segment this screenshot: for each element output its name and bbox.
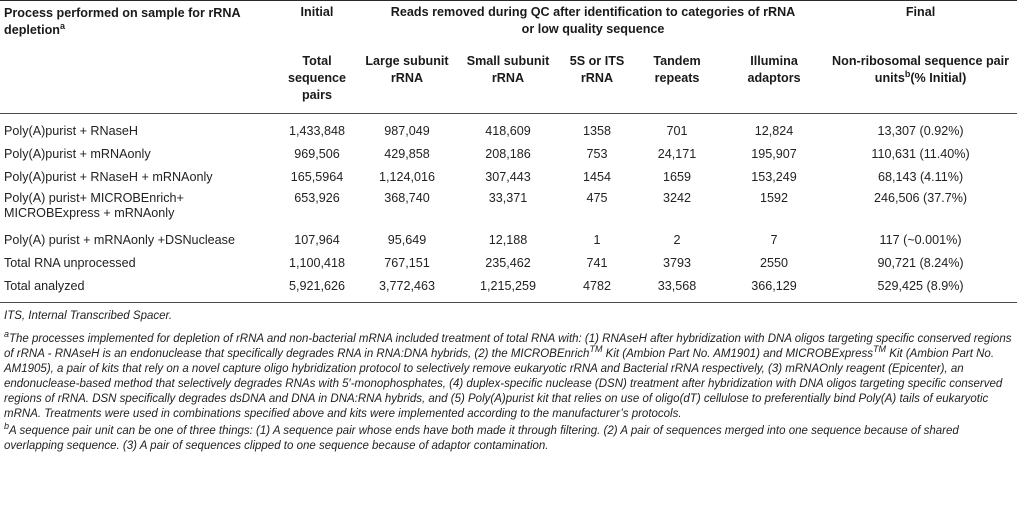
large-subunit-header: Large subunit rRNA	[365, 54, 449, 85]
footnote-a: $^a$The processes implemented for depletion of rRNA and non-bacterial mRNA included treatment of total RNA with: (1) RNAseH after hybridization with DNA oligos targeting specific conserved regions of rRNA - RNAseH is an endonuclease that specifically degrades RNA in RNA:DNA hybrids, (2) the MICROBEnrich™ Kit (Ambion Part No. AM1901) and MICROBExpress™ Kit (Ambion Part No. AM1905), a pair of kits that rely on a novel capture oligo hybridization protocol to selectively remove eukaryotic rRNA and Bacterial rRNA respectively, (3) mRNAOnly reagent (Epicenter), an endonuclease-based method that selectively degrades RNAs with 5′-monophosphates, (4) duplex-specific nuclease (DSN) treatment after hybridization with DNA oligos targeting specific conserved regions of rRNA. DSN specifically degrades dsDNA and DNA in DNA:RNA hybrids, and (5) Poly(A)purist kit that relies on use of oligo(dT) cellulose to preferentially bind Poly(A) tails of eukaryotic mRNA. Treatments were used in combinations specified above and kits were implemented according to the manufacturer’s protocols.	[4, 329, 1012, 420]
ssu-cell: 33,371	[488, 191, 528, 205]
footnote-b-label: b	[4, 421, 10, 432]
5s-its-cell: 4782	[582, 279, 612, 293]
final-cell: 13,307 (0.92%)	[877, 124, 964, 138]
table-row	[0, 189, 1017, 229]
total-pairs-header: Total sequence pairs	[287, 54, 347, 102]
5s-its-cell: 741	[586, 256, 608, 270]
tandem-cell: 3242	[662, 191, 692, 205]
lsu-cell: 3,772,463	[378, 279, 436, 293]
process-cell: Poly(A)purist + RNaseH + mRNAonly	[4, 170, 213, 184]
small-subunit-header: Small subunit rRNA	[466, 54, 550, 85]
illumina-cell: 366,129	[751, 279, 797, 293]
tandem-cell: 1659	[662, 170, 692, 184]
lsu-cell: 987,049	[384, 124, 430, 138]
process-column-header: Process performed on sample for rRNA depletion$^a$	[4, 6, 241, 37]
5s-its-header: 5S or ITS rRNA	[569, 54, 625, 85]
final-cell: 110,631 (11.40%)	[871, 147, 970, 161]
table-row	[0, 252, 1017, 275]
final-cell: 68,143 (4.11%)	[877, 170, 964, 184]
table-row	[0, 114, 1017, 144]
non-ribosomal-header: Non-ribosomal sequence pair units$^b$(% Initial)	[832, 54, 1010, 85]
table-footnotes	[0, 303, 1017, 454]
tandem-cell: 2	[673, 233, 681, 247]
table-row-total	[0, 275, 1017, 303]
header-row-sub	[0, 43, 1017, 114]
footnote-b: $^b$A sequence pair unit can be one of three things: (1) A sequence pair whose ends have both made it through filtering. (2) A pair of sequences merged into one sequence because of shared overlapping sequence. (3) A pair of sequences clipped to one sequence because of adaptor contamination.	[4, 421, 959, 452]
process-cell: Total RNA unprocessed	[4, 256, 136, 270]
header-row-top	[0, 1, 1017, 44]
total-cell: 969,506	[294, 147, 340, 161]
final-cell: 529,425 (8.9%)	[877, 279, 964, 293]
tandem-cell: 3793	[662, 256, 692, 270]
lsu-cell: 767,151	[384, 256, 430, 270]
5s-its-cell: 753	[586, 147, 608, 161]
process-cell: Poly(A)purist + RNaseH	[4, 124, 139, 138]
lsu-cell: 368,740	[384, 191, 430, 205]
5s-its-cell: 1	[593, 233, 601, 247]
illumina-cell: 195,907	[751, 147, 797, 161]
footnote-a-marker: a	[59, 20, 65, 31]
lsu-cell: 1,124,016	[378, 170, 436, 184]
5s-its-cell: 475	[586, 191, 608, 205]
total-cell: 1,100,418	[288, 256, 346, 270]
total-cell: 107,964	[294, 233, 340, 247]
table-row	[0, 229, 1017, 252]
lsu-cell: 429,858	[384, 147, 430, 161]
table-row	[0, 166, 1017, 189]
illumina-cell: 153,249	[751, 170, 797, 184]
footnote-b-marker: b	[904, 68, 911, 79]
illumina-cell: 12,824	[754, 124, 794, 138]
illumina-adaptors-header: Illumina adaptors	[747, 54, 801, 85]
total-cell: 1,433,848	[288, 124, 346, 138]
ssu-cell: 208,186	[485, 147, 531, 161]
illumina-cell: 2550	[760, 256, 789, 270]
reads-removed-group-header: Reads removed during QC after identification to categories of rRNA or low quality sequence	[390, 5, 796, 36]
ssu-cell: 418,609	[485, 124, 531, 138]
ssu-cell: 235,462	[485, 256, 531, 270]
its-abbreviation-note: ITS, Internal Transcribed Spacer.	[4, 310, 173, 322]
process-cell: Poly(A) purist + mRNAonly +DSNuclease	[4, 233, 235, 247]
ssu-cell: 12,188	[488, 233, 528, 247]
illumina-cell: 7	[770, 233, 778, 247]
tandem-cell: 33,568	[657, 279, 697, 293]
total-cell: 5,921,626	[288, 279, 346, 293]
tandem-cell: 701	[666, 124, 688, 138]
lsu-cell: 95,649	[387, 233, 427, 247]
final-cell: 117 (~0.001%)	[879, 233, 962, 247]
trademark-1: TM	[589, 344, 603, 355]
final-header: Final	[905, 5, 936, 19]
initial-header: Initial	[300, 5, 334, 19]
ssu-cell: 1,215,259	[479, 279, 537, 293]
total-cell: 165,5964	[290, 170, 344, 184]
footnote-a-label: a	[4, 329, 10, 340]
tandem-repeats-header: Tandem repeats	[653, 54, 701, 85]
final-cell: 246,506 (37.7%)	[874, 191, 968, 205]
trademark-2: TM	[873, 344, 887, 355]
process-cell: Total analyzed	[4, 279, 85, 293]
table-row	[0, 143, 1017, 166]
5s-its-cell: 1454	[582, 170, 612, 184]
5s-its-cell: 1358	[582, 124, 612, 138]
tandem-cell: 24,171	[657, 147, 697, 161]
illumina-cell: 1592	[760, 191, 789, 205]
ssu-cell: 307,443	[485, 170, 531, 184]
process-cell: Poly(A) purist+ MICROBEnrich+ MICROBExpress + mRNAonly	[4, 191, 184, 220]
final-cell: 90,721 (8.24%)	[877, 256, 964, 270]
total-cell: 653,926	[294, 191, 340, 205]
process-cell: Poly(A)purist + mRNAonly	[4, 147, 151, 161]
